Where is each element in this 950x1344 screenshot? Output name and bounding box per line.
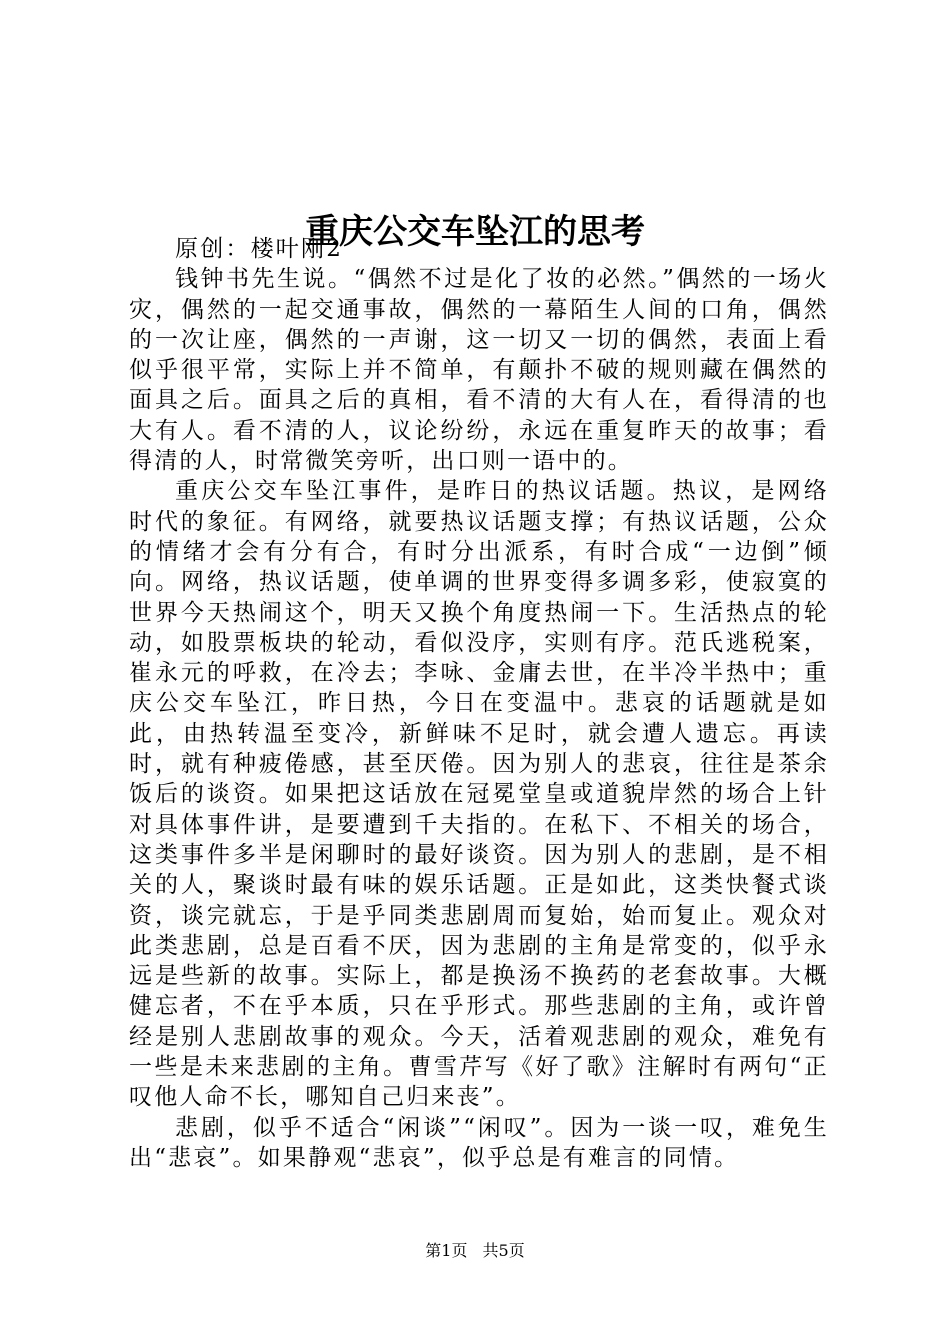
paragraph-1: 钱钟书先生说。“偶然不过是化了妆的必然。”偶然的一场火灾，偶然的一起交通事故，偶然的一幕陌生人间的口角，偶然的一次让座，偶然的一声谢，这一切又一切的偶然，表面上看似乎很平常，实际上并不简单，有颠扑不破的规则藏在偶然的面具之后。面具之后的真相，看不清的大有人在，看得清的也大有人。看不清的人，议论纷纷，永远在重复昨天的故事；看得清的人，时常微笑旁听，出口则一语中的。 xyxy=(129,266,829,475)
page-total: 共5页 xyxy=(482,1241,525,1260)
document-body xyxy=(129,234,829,1173)
document-title: 重庆公交车坠江的思考 xyxy=(305,211,645,252)
page-number: 第1页 xyxy=(425,1241,468,1260)
paragraph-3: 悲剧，似乎不适合“闲谈”“闲叹”。因为一谈一叹，难免生出“悲哀”。如果静观“悲哀”，似乎总是有难言的同情。 xyxy=(129,1114,829,1171)
page-footer xyxy=(0,1240,950,1262)
paragraph-2: 重庆公交车坠江事件，是昨日的热议话题。热议，是网络时代的象征。有网络，就要热议话题支撑；有热议话题，公众的情绪才会有分有合，有时分出派系，有时合成“一边倒”倾向。网络，热议话题，使单调的世界变得多调多彩，使寂寞的世界今天热闹这个，明天又换个角度热闹一下。生活热点的轮动，如股票板块的轮动，看似没序，实则有序。范氏逃税案，崔永元的呼救，在冷去；李咏、金庸去世，在半冷半热中；重庆公交车坠江，昨日热，今日在变温中。悲哀的话题就是如此，由热转温至变冷，新鲜味不足时，就会遭人遗忘。再读时，就有种疲倦感，甚至厌倦。因为别人的悲哀，往往是茶余饭后的谈资。如果把这话放在冠冕堂皇或道貌岸然的场合上针对具体事件讲，是要遭到千夫指的。在私下、不相关的场合，这类事件多半是闲聊时的最好谈资。因为别人的悲剧，是不相关的人，聚谈时最有味的娱乐话题。正是如此，这类快餐式谈资，谈完就忘，于是乎同类悲剧周而复始，始而复止。观众对此类悲剧，总是百看不厌，因为悲剧的主角是常变的，似乎永远是些新的故事。实际上，都是换汤不换药的老套故事。大概健忘者，不在乎本质，只在乎形式。那些悲剧的主角，或许曾经是别人悲剧故事的观众。今天，活着观悲剧的观众，难免有一些是未来悲剧的主角。曹雪芹写《好了歌》注解时有两句“正叹他人命不长，哪知自己归来丧”。 xyxy=(129,478,829,1111)
author-line: 原创：楼叶刚2 xyxy=(175,236,344,262)
